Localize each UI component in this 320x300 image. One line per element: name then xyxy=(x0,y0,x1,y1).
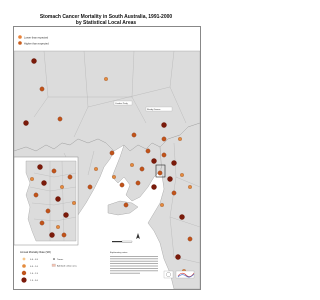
label-coober-pedy: Coober Pedy xyxy=(115,103,128,105)
mortality-marker xyxy=(31,58,36,63)
legend-lower-label: Lower than expected xyxy=(24,36,49,40)
mortality-marker xyxy=(23,120,28,125)
mortality-marker xyxy=(171,160,176,165)
mortality-marker xyxy=(162,137,166,141)
mortality-marker xyxy=(151,158,156,163)
map-canvas xyxy=(14,27,200,289)
mortality-marker xyxy=(68,175,72,179)
mortality-marker xyxy=(110,151,114,155)
mortality-marker xyxy=(30,177,34,181)
mortality-marker xyxy=(140,167,144,171)
notes-line xyxy=(110,258,158,259)
mortality-marker xyxy=(188,185,192,189)
notes-line xyxy=(110,263,158,264)
legend-urban-swatch xyxy=(52,264,56,267)
legend-class-4-marker xyxy=(21,277,26,282)
mortality-marker xyxy=(40,221,44,225)
northern-land xyxy=(14,51,200,151)
label-roxby-downs: Roxby Downs xyxy=(147,109,161,111)
mortality-marker xyxy=(46,209,50,213)
legend-class-1-label: 0.0 - 0.5 xyxy=(30,259,39,261)
mortality-marker xyxy=(160,203,164,207)
logo-box-1 xyxy=(164,271,173,278)
notes-line xyxy=(110,273,140,274)
north-arrow-icon xyxy=(136,233,140,239)
notes-line xyxy=(110,270,158,271)
legend-class-4-label: 1.5 - 5.0 xyxy=(30,280,39,282)
legend-towns-label: Towns xyxy=(57,259,64,261)
mortality-marker xyxy=(94,167,98,171)
top-legend xyxy=(18,35,49,45)
mortality-marker xyxy=(37,164,42,169)
mortality-marker xyxy=(158,171,162,175)
legend-class-3-marker xyxy=(22,271,26,275)
mortality-marker xyxy=(58,117,62,121)
mortality-marker xyxy=(72,201,76,205)
mortality-marker xyxy=(63,212,68,217)
mortality-marker xyxy=(167,176,172,181)
mortality-marker xyxy=(175,254,180,259)
mortality-marker xyxy=(34,193,38,197)
notes-title: Explanatory notes xyxy=(110,252,128,254)
inset-land xyxy=(26,161,76,241)
mortality-marker xyxy=(49,232,54,237)
mortality-legend xyxy=(20,250,77,283)
legend-class-2-label: 0.5 - 1.0 xyxy=(30,266,39,268)
scale-bar-segment xyxy=(122,241,132,242)
notes-line xyxy=(110,261,158,262)
mortality-marker xyxy=(56,225,60,229)
mortality-marker xyxy=(62,233,66,237)
mortality-marker xyxy=(112,175,116,179)
mortality-marker xyxy=(41,180,46,185)
mortality-marker xyxy=(179,214,184,219)
title-line-2: by Statistical Local Areas xyxy=(75,20,137,26)
notes-line xyxy=(110,268,158,269)
legend-class-2-marker xyxy=(22,264,26,268)
legend-class-1-marker xyxy=(23,258,26,261)
legend-urban-label: Adelaide urban area xyxy=(57,265,77,268)
legend-class-3-label: 1.0 - 1.5 xyxy=(30,273,39,275)
mortality-marker xyxy=(104,77,108,81)
mortality-marker xyxy=(120,183,124,187)
adelaide-inset xyxy=(14,157,78,245)
map-title xyxy=(0,14,212,26)
mortality-marker xyxy=(188,237,192,241)
map-frame xyxy=(13,26,201,290)
scale-bar xyxy=(112,241,132,242)
mortality-marker xyxy=(52,169,56,173)
legend-lower-marker xyxy=(18,35,22,39)
mortality-marker xyxy=(162,153,166,157)
legend-higher-label: Higher than expected xyxy=(24,42,49,46)
mortality-marker xyxy=(130,163,134,167)
kangaroo-island xyxy=(108,201,138,215)
legend-towns-marker xyxy=(53,258,55,260)
mortality-marker xyxy=(136,181,140,185)
mortality-marker xyxy=(124,203,128,207)
mortality-marker xyxy=(172,191,176,195)
notes-line xyxy=(110,256,158,257)
mortality-marker xyxy=(60,185,64,189)
notes-line xyxy=(110,266,158,267)
notes-lines xyxy=(110,256,158,274)
mortality-marker xyxy=(132,133,136,137)
title-line-1: Stomach Cancer Mortality in South Australia, 1991-2000 xyxy=(39,14,173,20)
mortality-marker xyxy=(151,184,156,189)
mortality-marker xyxy=(180,173,184,177)
mortality-marker xyxy=(40,87,44,91)
mortality-marker xyxy=(178,137,182,141)
mortality-marker xyxy=(146,149,150,153)
mortality-marker xyxy=(55,196,60,201)
mortality-legend-title: Annual Mortality Rate (SR) xyxy=(20,251,51,254)
legend-higher-marker xyxy=(18,41,22,45)
mortality-marker xyxy=(161,122,166,127)
mortality-marker xyxy=(88,185,92,189)
